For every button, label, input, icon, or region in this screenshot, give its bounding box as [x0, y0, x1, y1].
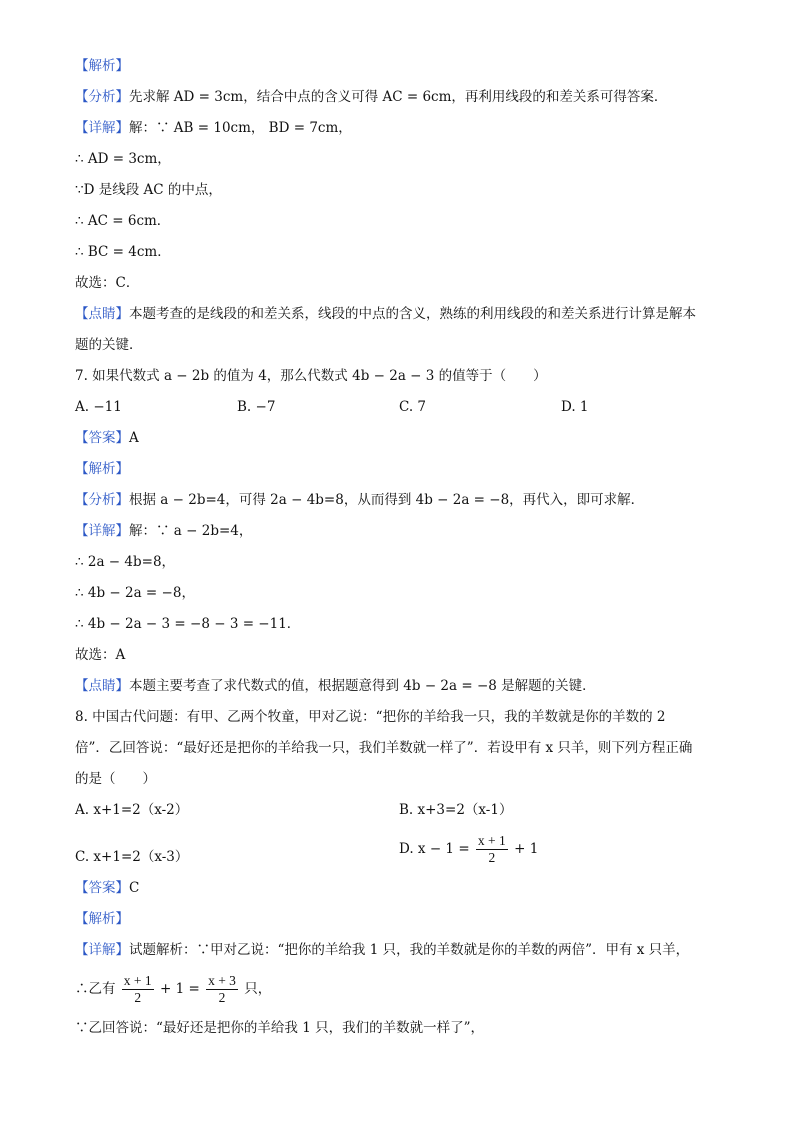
dianjing-text: 本题考查的是线段的和差关系，线段的中点的含义，熟练的利用线段的和差关系进行计算是解本: [129, 306, 696, 322]
solution-line: ∴ BC = 4cm．: [75, 244, 171, 260]
fenxi-text: 根据 a − 2b=4，可得 2a − 4b=8，从而得到 4b − 2a = −8，再代入，即可求解．: [129, 492, 645, 508]
question-7-stem: 7. 如果代数式 a − 2b 的值为 4，那么代数式 4b − 2a − 3 的值等于（ ）: [75, 368, 547, 384]
question-7-options: [75, 397, 725, 417]
line-prefix: ∴乙有: [75, 981, 116, 997]
analysis-heading: [75, 56, 725, 76]
fenxi-tag: 【分析】: [75, 492, 129, 508]
option-d-suffix: + 1: [514, 841, 539, 857]
xiangjie-tag: 【详解】: [75, 942, 129, 958]
xiangjie-line: [75, 521, 725, 541]
fenxi-line: [75, 87, 725, 107]
solution-line: ∴ AC = 6cm．: [75, 213, 171, 229]
question-8-stem: 的是（ ）: [75, 771, 156, 787]
answer-line: [75, 878, 725, 898]
choice-line: 故选：C．: [75, 275, 140, 291]
fraction-numerator: x + 1: [477, 833, 506, 848]
jiexi-tag: 【解析】: [75, 58, 129, 74]
solution-line: ∴ 2a − 4b=8，: [75, 554, 176, 570]
analysis-heading: [75, 459, 725, 479]
xiangjie-text: 试题解析：∵甲对乙说：“把你的羊给我 1 只，我的羊数就是你的羊数的两倍”．甲有 x 只羊，: [129, 942, 690, 958]
xiangjie-line: [75, 940, 725, 960]
jiexi-tag: 【解析】: [75, 911, 129, 927]
answer-tag: 【答案】: [75, 880, 129, 896]
line-middle: + 1 =: [159, 981, 200, 997]
option-d: [399, 831, 538, 867]
document-page: [75, 56, 725, 1049]
fraction: [122, 973, 154, 1006]
solution-line: ∴ 4b − 2a = −8，: [75, 585, 195, 601]
fenxi-tag: 【分析】: [75, 89, 129, 105]
xiangjie-tag: 【详解】: [75, 120, 129, 136]
solution-line: ∴ AD = 3cm，: [75, 151, 171, 167]
answer-tag: 【答案】: [75, 430, 129, 446]
fraction-denominator: 2: [134, 990, 142, 1005]
analysis-heading: [75, 909, 725, 929]
solution-line: ∵乙回答说：“最好还是把你的羊给我 1 只，我们的羊数就一样了”，: [75, 1020, 484, 1036]
answer-line: [75, 428, 725, 448]
question-8-options-row2: [75, 831, 725, 867]
dianjing-tag: 【点睛】: [75, 306, 129, 322]
option-d-prefix: D. x − 1 =: [399, 841, 470, 857]
option-c: C. x+1=2（x-3）: [75, 849, 189, 865]
option-c: C. 7: [399, 399, 427, 415]
option-d: D. 1: [561, 399, 589, 415]
solution-line: ∵D 是线段 AC 的中点，: [75, 182, 222, 198]
xiangjie-line: [75, 118, 725, 138]
xiangjie-text: 解：∵ a − 2b=4，: [129, 523, 253, 539]
question-8-options-row1: [75, 800, 725, 820]
fraction-numerator: x + 1: [123, 973, 152, 988]
dianjing-line: [75, 676, 725, 696]
question-8-stem: 倍”．乙回答说：“最好还是把你的羊给我一只，我们羊数就一样了”．若设甲有 x 只羊，则下列方程正确: [75, 740, 693, 756]
fraction: [206, 973, 238, 1006]
dianjing-continued: 题的关键．: [75, 337, 143, 353]
option-a: A. x+1=2（x-2）: [75, 802, 189, 818]
choice-line: 故选：A: [75, 647, 126, 663]
jiexi-tag: 【解析】: [75, 461, 129, 477]
fraction: [476, 833, 508, 866]
question-8-stem: 8. 中国古代问题：有甲、乙两个牧童，甲对乙说：“把你的羊给我一只，我的羊数就是你的羊数的 2: [75, 709, 666, 725]
answer-value: A: [129, 430, 139, 446]
solution-line-fraction: [75, 971, 725, 1007]
fraction-denominator: 2: [488, 850, 496, 865]
xiangjie-tag: 【详解】: [75, 523, 129, 539]
answer-value: C: [129, 880, 140, 896]
option-b: B. x+3=2（x-1）: [399, 802, 513, 818]
option-a: A. −11: [75, 399, 122, 415]
dianjing-tag: 【点睛】: [75, 678, 129, 694]
option-b: B. −7: [237, 399, 276, 415]
xiangjie-text: 解：∵ AB = 10cm， BD = 7cm，: [129, 120, 352, 136]
dianjing-line: [75, 304, 725, 324]
fraction-numerator: x + 3: [208, 973, 236, 988]
solution-line: ∴ 4b − 2a − 3 = −8 − 3 = −11．: [75, 616, 301, 632]
fenxi-text: 先求解 AD = 3cm，结合中点的含义可得 AC = 6cm，再利用线段的和差关系可得答案．: [129, 89, 668, 105]
fenxi-line: [75, 490, 725, 510]
line-suffix: 只，: [244, 981, 272, 997]
fraction-denominator: 2: [218, 990, 226, 1005]
dianjing-text: 本题主要考查了求代数式的值，根据题意得到 4b − 2a = −8 是解题的关键．: [129, 678, 596, 694]
